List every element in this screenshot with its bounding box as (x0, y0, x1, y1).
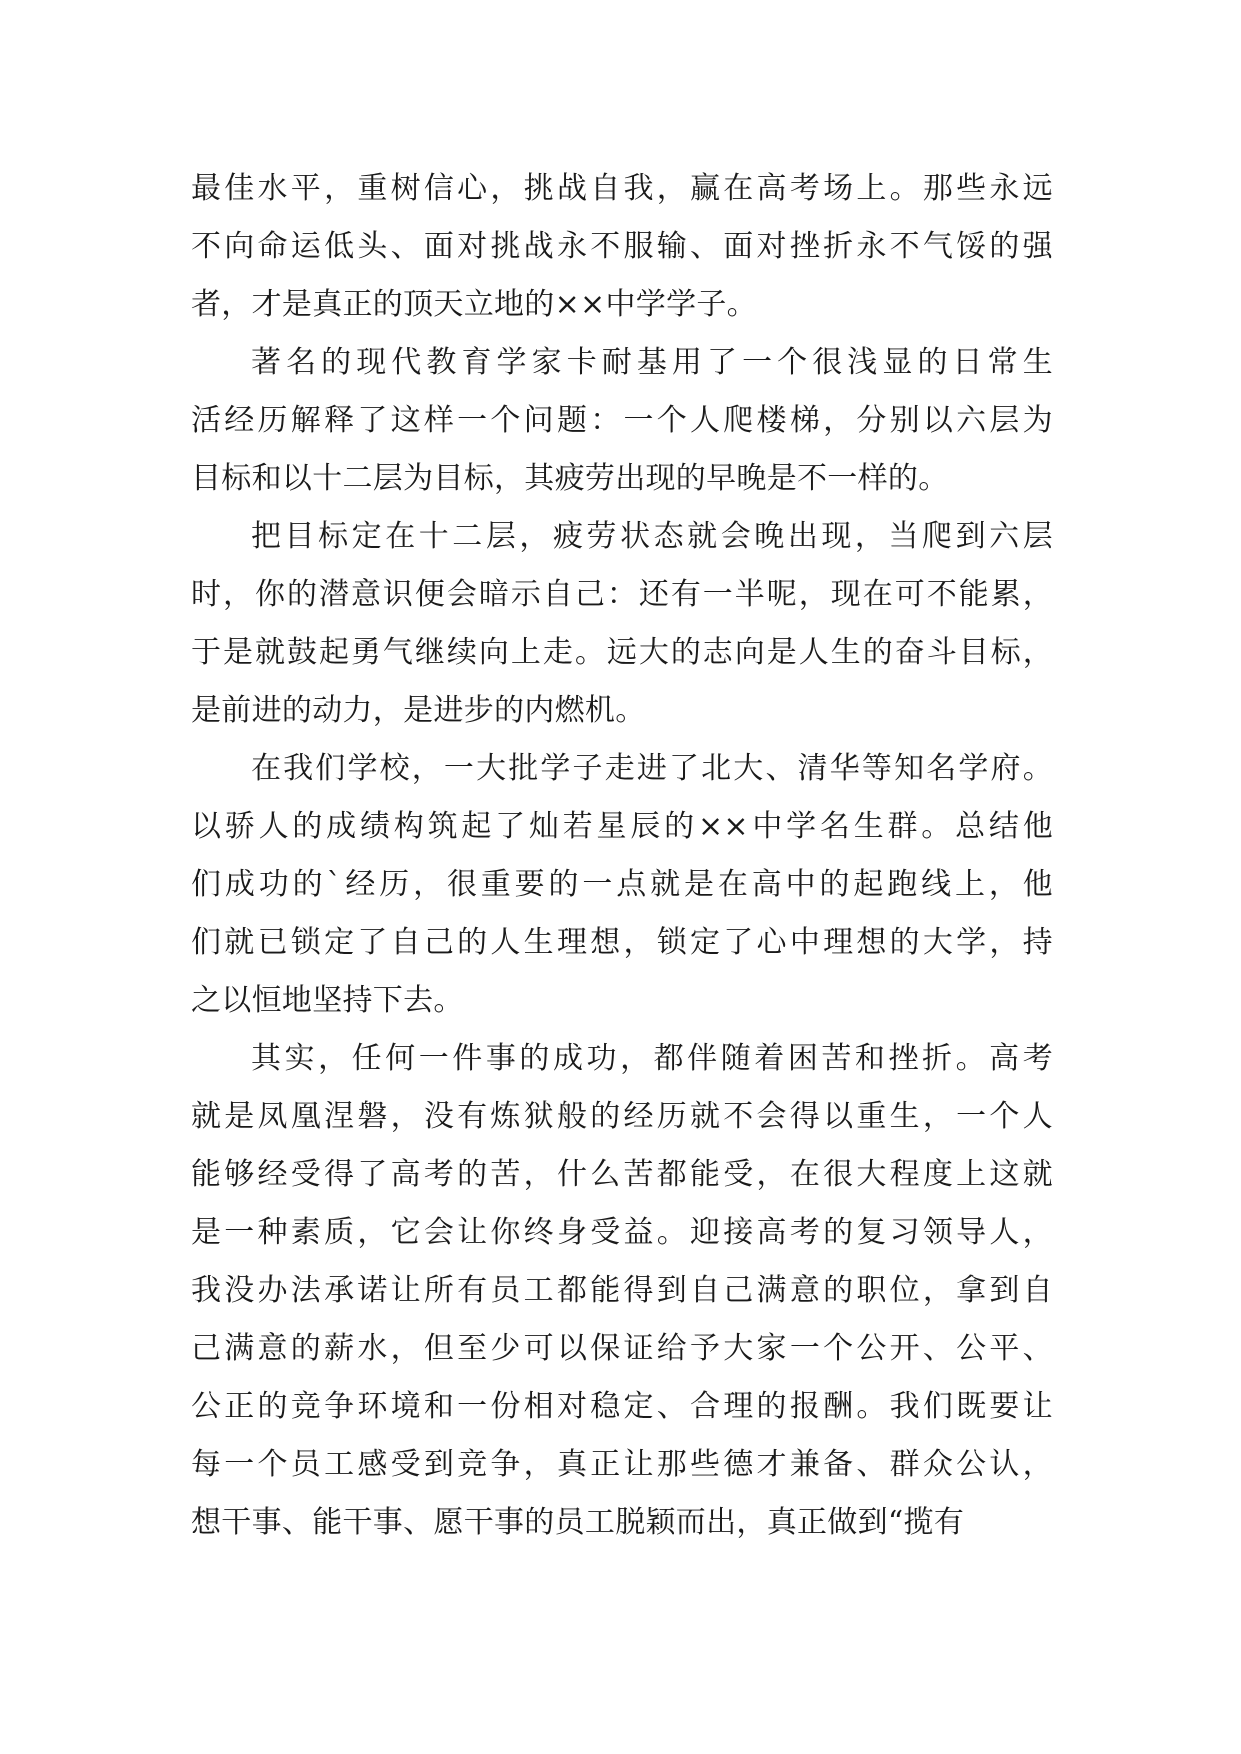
text-line: 们就已锁定了自己的人生理想，锁定了心中理想的大学，持 (191, 925, 1053, 960)
text-line: 我没办法承诺让所有员工都能得到自己满意的职位，拿到自 (191, 1273, 1053, 1308)
paragraph (191, 1030, 1053, 1552)
text-line: 每一个员工感受到竞争，真正让那些德才兼备、群众公认， (191, 1447, 1053, 1482)
paragraph (191, 160, 1053, 334)
text-line: 是一种素质，它会让你终身受益。迎接高考的复习领导人， (191, 1215, 1053, 1250)
text-line: 以骄人的成绩构筑起了灿若星辰的××中学名生群。总结他 (191, 809, 1053, 844)
text-line: 不向命运低头、面对挑战永不服输、面对挫折永不气馁的强 (191, 229, 1053, 264)
text-line: 其实，任何一件事的成功，都伴随着困苦和挫折。高考 (251, 1041, 1053, 1076)
body-text (191, 160, 1053, 1552)
text-line: 们成功的`经历，很重要的一点就是在高中的起跑线上，他 (191, 867, 1053, 902)
text-line: 能够经受得了高考的苦，什么苦都能受，在很大程度上这就 (191, 1157, 1053, 1192)
text-line: 活经历解释了这样一个问题：一个人爬楼梯，分别以六层为 (191, 403, 1053, 438)
text-line: 就是凤凰涅磐，没有炼狱般的经历就不会得以重生，一个人 (191, 1099, 1053, 1134)
paragraph (191, 508, 1053, 740)
text-line: 公正的竞争环境和一份相对稳定、合理的报酬。我们既要让 (191, 1389, 1053, 1424)
paragraph (191, 740, 1053, 1030)
text-line: 时，你的潜意识便会暗示自己：还有一半呢，现在可不能累， (191, 577, 1053, 612)
text-line: 把目标定在十二层，疲劳状态就会晚出现，当爬到六层 (251, 519, 1053, 554)
text-line: 之以恒地坚持下去。 (191, 983, 464, 1018)
text-line: 目标和以十二层为目标，其疲劳出现的早晚是不一样的。 (191, 461, 949, 496)
text-line: 最佳水平，重树信心，挑战自我，赢在高考场上。那些永远 (191, 171, 1053, 206)
text-line: 者，才是真正的顶天立地的××中学学子。 (191, 287, 757, 322)
paragraph (191, 334, 1053, 508)
text-line: 是前进的动力，是进步的内燃机。 (191, 693, 646, 728)
text-line: 于是就鼓起勇气继续向上走。远大的志向是人生的奋斗目标， (191, 635, 1053, 670)
text-line: 己满意的薪水，但至少可以保证给予大家一个公开、公平、 (191, 1331, 1053, 1366)
text-line: 在我们学校，一大批学子走进了北大、清华等知名学府。 (251, 751, 1053, 786)
text-line: 想干事、能干事、愿干事的员工脱颖而出，真正做到“揽有 (191, 1505, 965, 1540)
text-line: 著名的现代教育学家卡耐基用了一个很浅显的日常生 (251, 345, 1053, 380)
